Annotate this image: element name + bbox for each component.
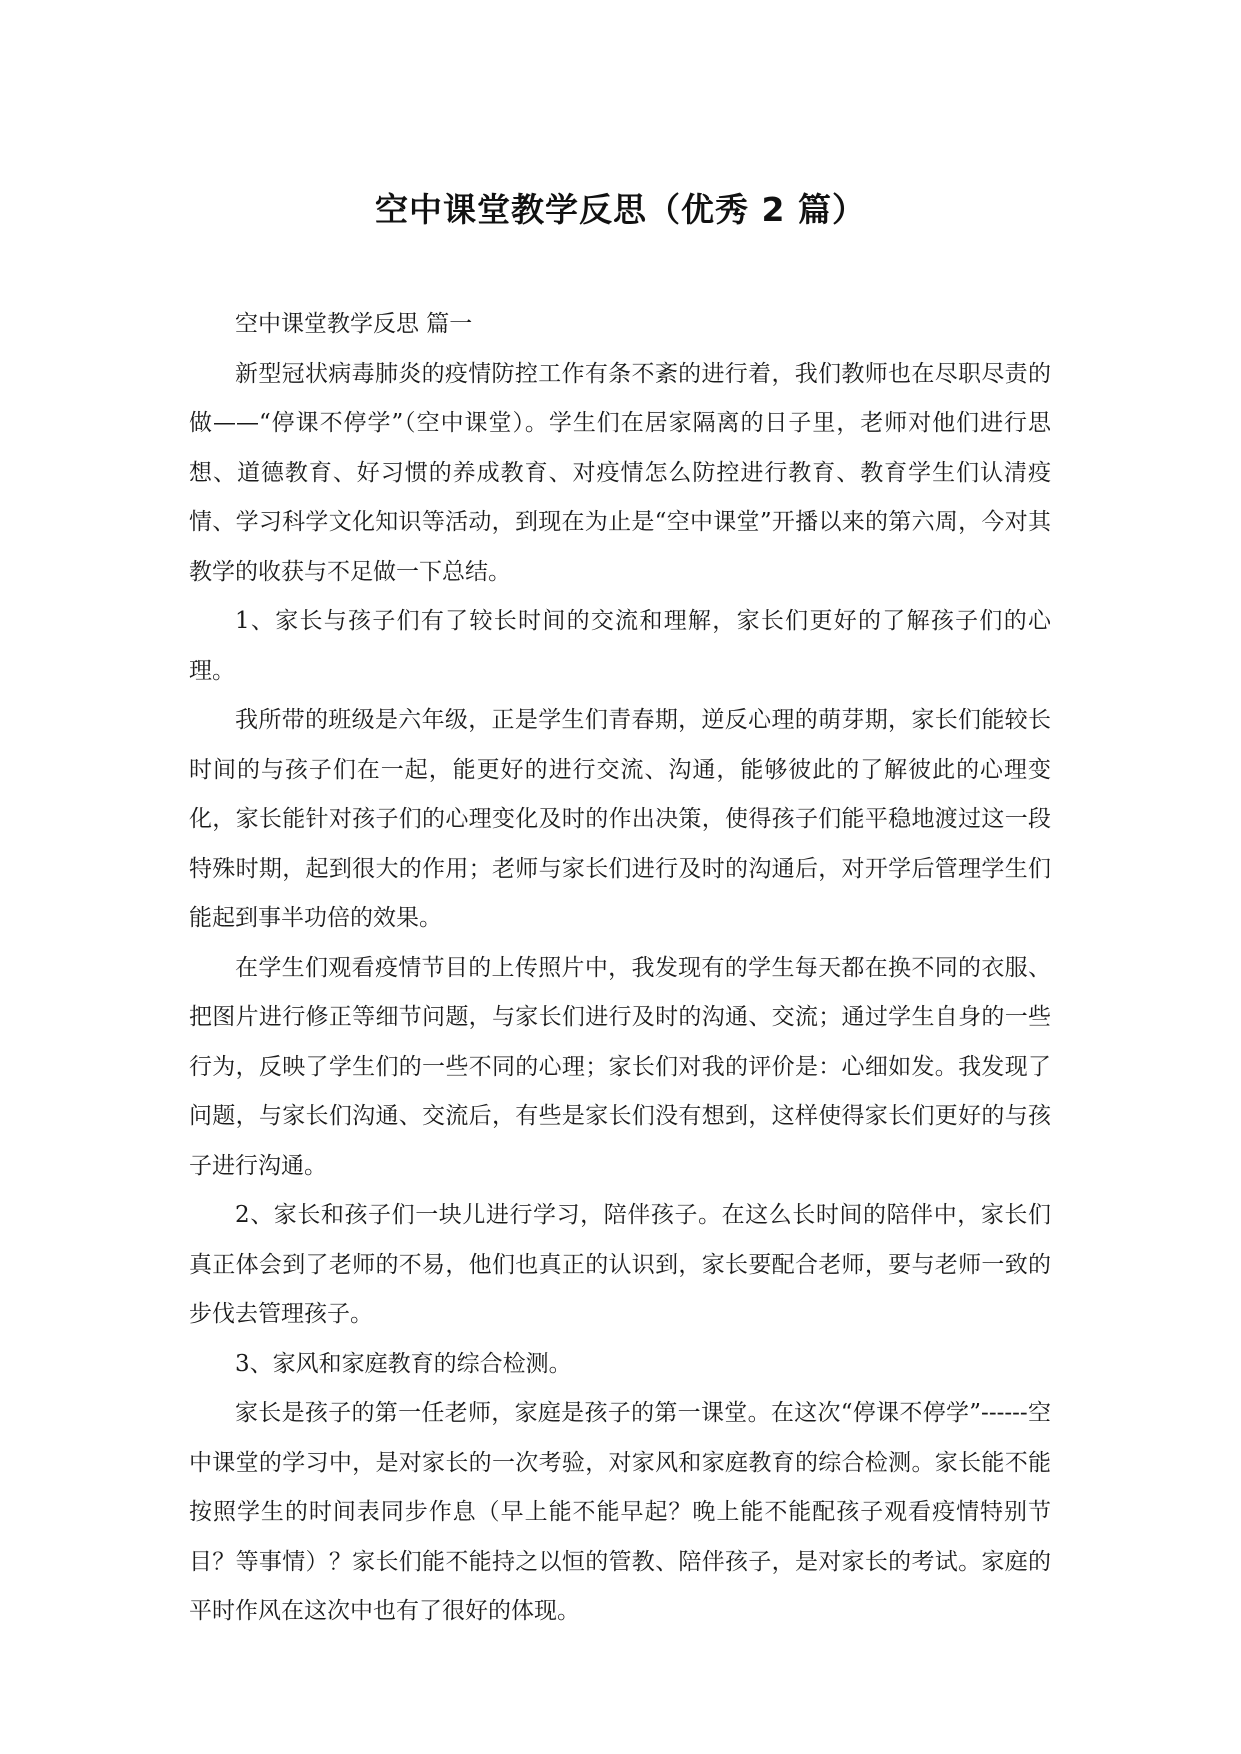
paragraph: 新型冠状病毒肺炎的疫情防控工作有条不紊的进行着，我们教师也在尽职尽责的做——“停课不停学”（空中课堂）。学生们在居家隔离的日子里，老师对他们进行思想、道德教育、好习惯的养成教育、对疫情怎么防控进行教育、教育学生们认清疫情、学习科学文化知识等活动，到现在为止是“空中课堂”开播以来的第六周，今对其教学的收获与不足做一下总结。 xyxy=(189,360,1051,585)
paragraph: 我所带的班级是六年级，正是学生们青春期，逆反心理的萌芽期，家长们能较长时间的与孩子们在一起，能更好的进行交流、沟通，能够彼此的了解彼此的心理变化，家长能针对孩子们的心理变化及时的作出决策，使得孩子们能平稳地渡过这一段特殊时期，起到很大的作用；老师与家长们进行及时的沟通后，对开学后管理学生们能起到事半功倍的效果。 xyxy=(189,707,1051,931)
paragraph: 在学生们观看疫情节目的上传照片中，我发现有的学生每天都在换不同的衣服、把图片进行修正等细节问题，与家长们进行及时的沟通、交流；通过学生自身的一些行为，反映了学生们的一些不同的心理；家长们对我的评价是：心细如发。我发现了问题，与家长们沟通、交流后，有些是家长们没有想到，这样使得家长们更好的与孩子进行沟通。 xyxy=(189,954,1051,1179)
paragraph: 1、家长与孩子们有了较长时间的交流和理解，家长们更好的了解孩子们的心理。 xyxy=(189,608,1051,684)
paragraph: 3、家风和家庭教育的综合检测。 xyxy=(235,1350,572,1377)
section-heading: 空中课堂教学反思 篇一 xyxy=(235,311,473,337)
document-body xyxy=(189,300,1051,1637)
paragraph: 2、家长和孩子们一块儿进行学习，陪伴孩子。在这么长时间的陪伴中，家长们真正体会到了老师的不易，他们也真正的认识到，家长要配合老师，要与老师一致的步伐去管理孩子。 xyxy=(189,1202,1051,1327)
document-title: 空中课堂教学反思（优秀 2 篇） xyxy=(375,190,866,229)
paragraph: 家长是孩子的第一任老师，家庭是孩子的第一课堂。在这次“停课不停学”------空中课堂的学习中，是对家长的一次考验，对家风和家庭教育的综合检测。家长能不能按照学生的时间表同步作息（早上能不能早起？晚上能不能配孩子观看疫情特别节目？等事情）？家长们能不能持之以恒的管教、陪伴孩子，是对家长的考试。家庭的平时作风在这次中也有了很好的体现。 xyxy=(189,1400,1051,1624)
